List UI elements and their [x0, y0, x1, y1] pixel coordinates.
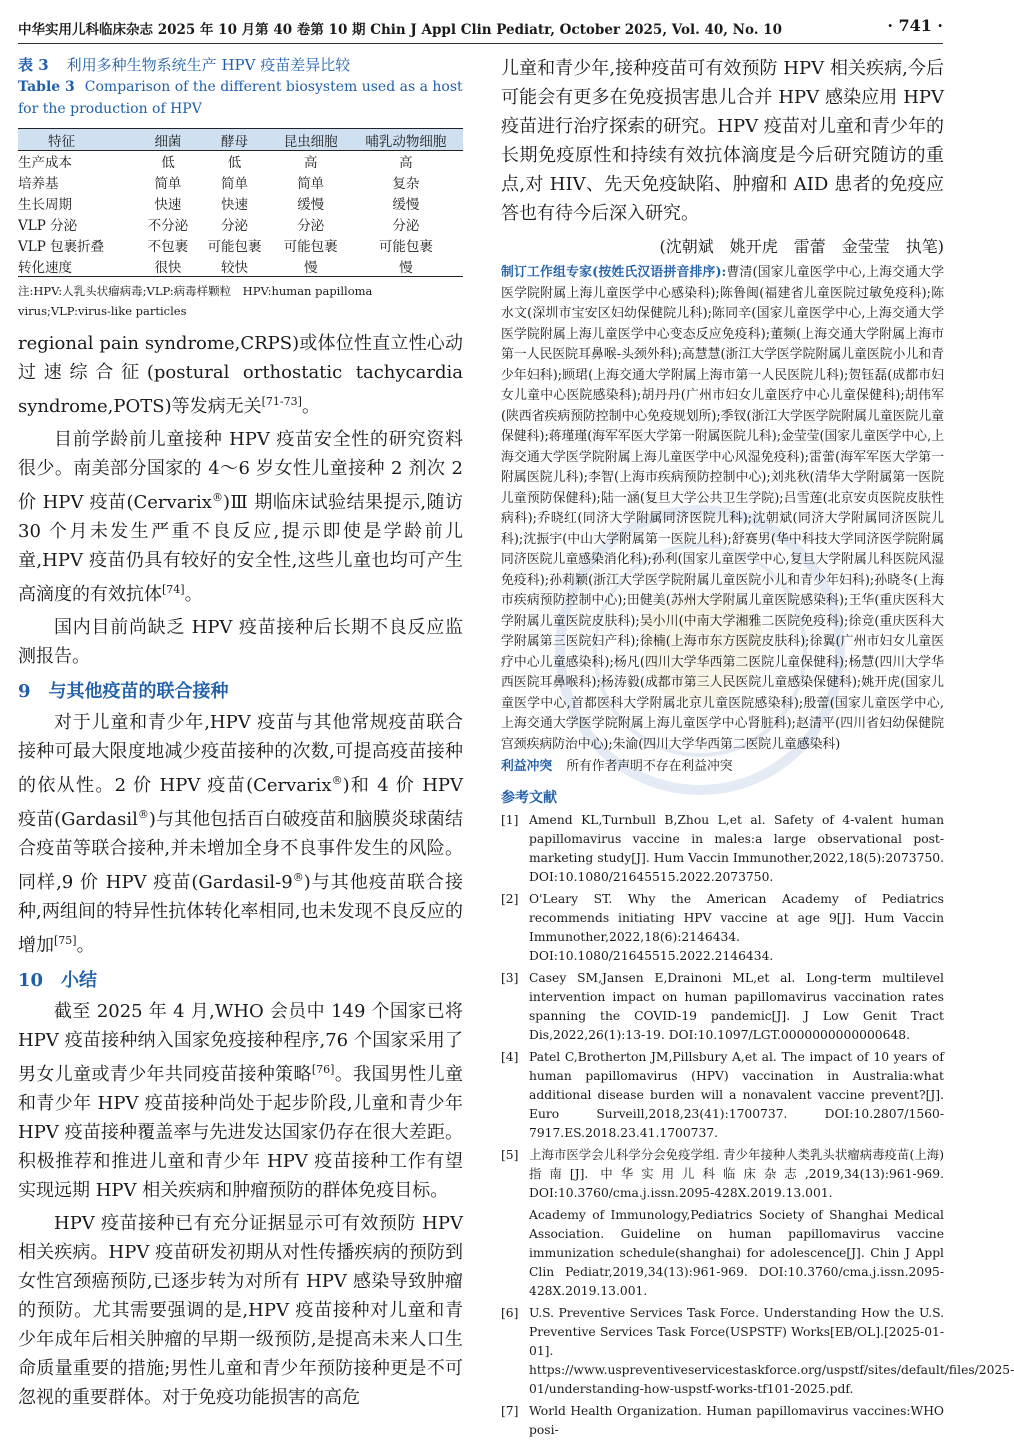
body-paragraph: 对于儿童和青少年,HPV 疫苗与其他常规疫苗联合接种可最大限度地减少疫苗接种的次数,可提高疫苗接种的依从性。2 价 HPV 疫苗(Cervarix®)和 4 价 HPV 疫苗(Gardasil®)与其他包括百白破疫苗和脑膜炎球菌结合疫苗等联合接种,并未增加全身不良事件发生的风险。同样,9 价 HPV 疫苗(Gardasil-9®)与其他疫苗联合接种,两组间的特异性抗体转化率相同,也未发现不良反应的增加[75]。: [18, 712, 464, 956]
table-col-header: 特征: [48, 133, 75, 150]
reference-item: [7] World Health Organization. Human papillomavirus vaccines:WHO posi-: [501, 1404, 944, 1437]
table-cell: 缓慢: [392, 197, 420, 213]
reference-item-translation: Academy of Immunology,Pediatrics Society of Shanghai Medical Association. Guideline on human papillomavirus vaccine immunization schedule(shanghai) for adolescence[J]. Chin J Appl Clin Pediatr,2019,34(13):961-969. DOI:10.3760/cma.j.issn.2095-428X.2019.13.001.: [529, 1208, 944, 1298]
table-cell: 快速: [154, 197, 182, 213]
table-title-cn: 表 3 利用多种生物系统生产 HPV 疫苗差异比较: [18, 56, 351, 74]
reference-item: [3] Casey SM,Jansen E,Drainoni ML,et al. Long-term multilevel intervention impact on human papillomavirus vaccination rates spanning the COVID-19 pandemic[J]. J Low Genit Tract Dis,2022,26(1):13-19. DOI:10.1097/LGT.0000000000000648.: [501, 971, 944, 1042]
table-cell: 简单: [297, 176, 325, 192]
reference-item: [1] Amend KL,Turnbull B,Zhou L,et al. Safety of 4-valent human papillomavirus vaccine in males:a large observational post-marketing study[J]. Hum Vaccin Immunother,2022,18(5):2073750. DOI:10.1080/21645515.2022.2073750.: [501, 813, 944, 884]
table-col-header: 酵母: [221, 133, 249, 150]
running-header: [18, 14, 943, 44]
biosystem-comparison-table: [18, 128, 463, 277]
body-paragraph: 国内目前尚缺乏 HPV 疫苗接种后长期不良反应监测报告。: [18, 617, 463, 667]
page-number: · 741 ·: [887, 16, 943, 35]
table-cell: 缓慢: [297, 197, 325, 213]
citation: [76]: [311, 1063, 335, 1076]
table-title-en: Table 3 Comparison of the different biosystem used as a host for the production of HPV: [18, 79, 463, 117]
body-paragraph: 目前学龄前儿童接种 HPV 疫苗安全性的研究资料很少。南美部分国家的 4～6 岁女性儿童接种 2 剂次 2 价 HPV 疫苗(Cervarix®)Ⅲ 期临床试验结果提示,随访 30 个月未发生严重不良反应,提示即使是学龄前儿童,HPV 疫苗仍具有较好的安全性,这些儿童也均可产生高滴度的有效抗体[74]。: [18, 429, 464, 605]
reference-item: [5] 上海市医学会儿科学分会免疫学组. 青少年接种人类乳头状瘤病毒疫苗(上海)指南[J]. 中华实用儿科临床杂志,2019,34(13):961-969. DOI:10.3760/cma.j.issn.2095-428X.2019.13.001.: [501, 1148, 944, 1200]
table-cell: 高: [303, 155, 318, 172]
table-col-header: 哺乳动物细胞: [365, 133, 447, 150]
table-col-header: 细菌: [154, 133, 182, 150]
table-cell: 可能包裹: [378, 239, 433, 255]
table-cell: 低: [161, 155, 175, 172]
table-row: [18, 151, 463, 172]
journal-running-title: 中华实用儿科临床杂志 2025 年 10 月第 40 卷第 10 期 Chin J Appl Clin Pediatr, October 2025, Vol. 40, No. 10: [18, 22, 782, 38]
table-cell: 分泌: [392, 218, 420, 234]
section-heading: 10 小结: [18, 970, 98, 991]
table-cell: 不分泌: [147, 218, 189, 234]
table-cell: 转化速度: [18, 259, 72, 276]
references-heading: 参考文献: [501, 790, 557, 806]
table-row: [18, 235, 463, 256]
right-column: [501, 54, 1014, 1443]
table-cell: 低: [227, 155, 242, 172]
table-cell: 简单: [221, 176, 249, 192]
body-paragraph: 儿童和青少年,接种疫苗可有效预防 HPV 相关疾病,今后可能会有更多在免疫损害患儿合并 HPV 感染应用 HPV 疫苗进行治疗探索的研究。HPV 疫苗对儿童和青少年的长期免疫原性和持续有效抗体滴度是今后研究随访的重点,对 HIV、先天免疫缺陷、肿瘤和 AID 患者的免疫应答也有待今后深入研究。: [501, 58, 944, 224]
table-cell: 培养基: [18, 176, 59, 192]
table-cell: 较快: [221, 259, 249, 276]
table-row: [18, 193, 463, 214]
conflict-of-interest: 利益冲突 所有作者声明不存在利益冲突: [501, 759, 733, 774]
body-paragraph: regional pain syndrome,CRPS)或体位性直立性心动过速综合征(postural orthostatic tachycardia syndrome,POTS)等发病无关[71-73]。: [18, 333, 463, 417]
citation: [75]: [54, 934, 77, 947]
citation: [74]: [162, 583, 185, 596]
citation: [71-73]: [261, 395, 302, 408]
table-cell: 复杂: [392, 176, 420, 192]
table-cell: 简单: [154, 176, 182, 192]
reference-list: [501, 811, 1014, 1440]
table-cell: 快速: [221, 197, 249, 213]
table-note: 注:HPV:人乳头状瘤病毒;VLP:病毒样颗粒 HPV:human papilloma virus;VLP:virus-like particles: [18, 284, 373, 318]
left-column: [18, 54, 463, 1416]
table-cell: 很快: [154, 259, 182, 276]
table-cell: 慢: [303, 259, 318, 276]
table-cell: VLP 分泌: [18, 218, 78, 234]
table-row: [18, 214, 463, 235]
table-cell: 慢: [399, 259, 413, 276]
table-cell: 生产成本: [18, 155, 72, 172]
table-cell: 不包裹: [147, 239, 189, 255]
table-cell: 高: [399, 155, 413, 172]
table-row: [18, 172, 463, 193]
table-cell: 生长周期: [18, 197, 72, 213]
table-cell: 可能包裹: [207, 239, 262, 255]
table-cell: 分泌: [221, 218, 249, 234]
reference-item: [6] U.S. Preventive Services Task Force. Understanding How the U.S. Preventive Services Task Force(USPSTF) Works[EB/OL].[2025-01-01]. https://www.uspreventiveservicestaskforce.org/uspstf/sites/default/files/2025-01/understanding-how-uspstf-works-tf101-2025.pdf.: [501, 1306, 1014, 1396]
body-paragraph: HPV 疫苗接种已有充分证据显示可有效预防 HPV 相关疾病。HPV 疫苗研发初期从对性传播疾病的预防到女性宫颈癌预防,已逐步转为对所有 HPV 感染导致肿瘤的预防。尤其需要强调的是,HPV 疫苗接种对儿童和青少年成年后相关肿瘤的早期一级预防,是提高未来人口生命质量重要的措施;男性儿童和青少年预防接种更是不可忽视的重要群体。对于免疫功能损害的高危: [18, 1213, 463, 1408]
table-cell: VLP 包裹折叠: [18, 239, 105, 255]
section-heading: 9 与其他疫苗的联合接种: [18, 681, 229, 702]
reference-item: [4] Patel C,Brotherton JM,Pillsbury A,et al. The impact of 10 years of human papillomavirus (HPV) vaccination in Australia:what additional disease burden will a nonavalent vaccine prevent?[J]. Euro Surveill,2018,23(41):1700737. DOI:10.2807/1560-7917.ES.2018.23.41.1700737.: [501, 1050, 944, 1140]
table-row: [18, 256, 463, 277]
body-paragraph: 截至 2025 年 4 月,WHO 会员中 149 个国家已将 HPV 疫苗接种纳入国家免疫接种程序,76 个国家采用了男女儿童或青少年共同疫苗接种策略[76]。我国男性儿童和青少年 HPV 疫苗接种尚处于起步阶段,儿童和青少年 HPV 疫苗接种覆盖率与先进发达国家仍存在很大差距。积极推荐和推进儿童和青少年 HPV 疫苗接种工作有望实现远期 HPV 相关疾病和肿瘤预防的群体免疫目标。: [18, 1001, 464, 1201]
table-col-header: 昆虫细胞: [283, 133, 338, 150]
expert-group-list: 制订工作组专家(按姓氏汉语拼音排序):曹清(国家儿童医学中心,上海交通大学医学院附属上海儿童医学中心感染科);陈鲁闽(福建省儿童医院过敏免疫科);陈水文(深圳市宝安区妇幼保健院儿科);陈同辛(国家儿童医学中心,上海交通大学医学院附属上海儿童医学中心变态反应免疫科);董频(上海交通大学附属上海市第一人民医院耳鼻喉-头颈外科);高慧慧(浙江大学医学院附属儿童医院小儿和青少年妇科);顾珺(上海交通大学附属上海市第一人民医院儿科);贺钰磊(成都市妇女儿童中心医院感染科);胡丹丹(广州市妇女儿童医疗中心儿童保健科);胡伟军(陕西省疾病预防控制中心免疫规划所);季钗(浙江大学医学院附属儿童医院儿童保健科);蒋瑾瑾(海军军医大学第一附属医院儿科);金莹莹(国家儿童医学中心,上海交通大学医学院附属上海儿童医学中心风湿免疫科);雷蕾(海军军医大学第一附属医院儿科);李智(上海市疾病预防控制中心);刘兆秋(清华大学附属第一医院儿童预防保健科);陆一涵(复旦大学公共卫生学院);吕雪莲(北京安贞医院皮肤性病科);乔晓红(同济大学附属同济医院儿科);沈朝斌(同济大学附属同济医院儿科);沈振宇(中山大学附属第一医院儿科);舒赛男(华中科技大学同济医学院附属同济医院儿童感染消化科);孙利(国家儿童医学中心,复旦大学附属儿科医院风湿免疫科);孙莉颖(浙江大学医学院附属儿童医院小儿和青少年妇科);孙晓冬(上海市疾病预防控制中心);田健美(苏州大学附属儿童医院感染科);王华(重庆医科大学附属儿童医院皮肤科);吴小川(中南大学湘雅二医院免疫科);徐竞(重庆医科大学附属第三医院妇产科);徐楠(上海市东方医院皮肤科);徐翼(广州市妇女儿童医疗中心儿童感染科);杨凡(四川大学华西第二医院儿童保健科);杨慧(四川大学华西医院耳鼻喉科);杨涛毅(成都市第三人民医院儿童感染保健科);姚开虎(国家儿童医学中心,首都医科大学附属北京儿童医院感染科);殷蕾(国家儿童医学中心,上海交通大学医学院附属上海儿童医学中心肾脏科);赵清平(四川省妇幼保健院宫颈疾病防治中心);朱渝(四川大学华西第二医院儿童感染科): [501, 265, 944, 752]
reference-item: [2] O'Leary ST. Why the American Academy of Pediatrics recommends initiating HPV vaccine at age 9[J]. Hum Vaccin Immunother,2022,18(6):2146434. DOI:10.1080/21645515.2022.2146434.: [501, 892, 944, 963]
authors-line: (沈朝斌 姚开虎 雷蕾 金莹莹 执笔): [659, 237, 944, 256]
table-cell: 分泌: [297, 218, 325, 234]
table-cell: 可能包裹: [283, 239, 338, 255]
expert-group-label: 制订工作组专家(按姓氏汉语拼音排序):: [501, 265, 727, 280]
table-header-row: [18, 129, 463, 151]
